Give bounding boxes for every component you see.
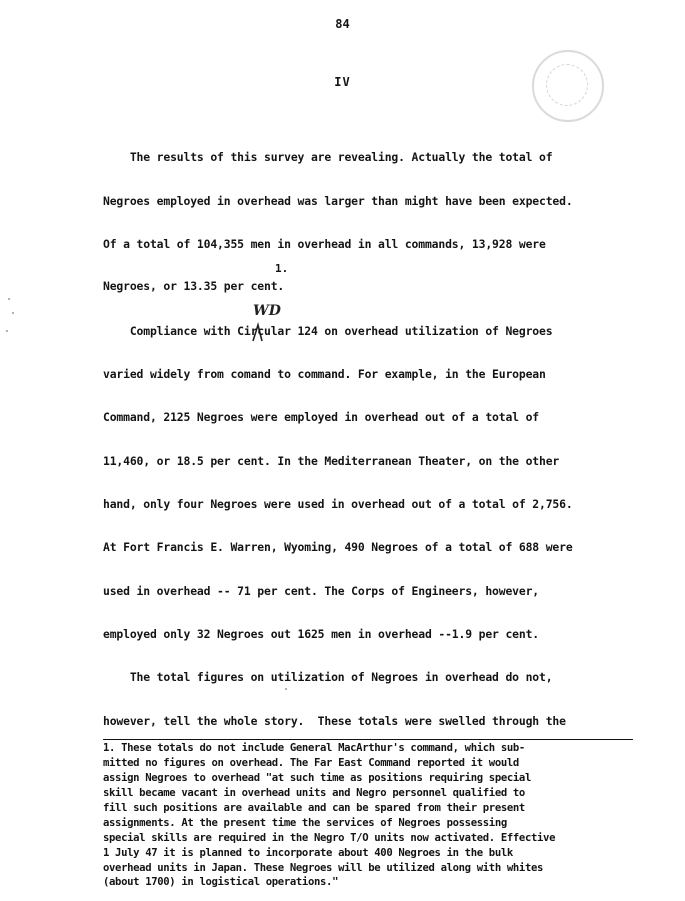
- footnote-line-10: (about 1700) in logistical operations.": [103, 876, 339, 888]
- footnote-line-7: special skills are required in the Negro T/O units now activated. Effective: [103, 832, 556, 844]
- body-line-5: Compliance with Circular 124 on overhead utilization of Negroes: [103, 324, 553, 338]
- footnote-line-1: 1. These totals do not include General MacArthur's command, which sub-: [103, 742, 525, 754]
- page-number: 84: [335, 17, 350, 31]
- footnote-line-8: 1 July 47 it is planned to incorporate about 400 Negroes in the bulk: [103, 847, 513, 859]
- footnote-line-5: fill such positions are available and can be spared from their present: [103, 802, 525, 814]
- footnote-rule: [103, 739, 633, 740]
- footnote-line-4: skill became vacant in overhead units and Negro personnel qualified to: [103, 787, 525, 799]
- body-line-9: hand, only four Negroes were used in overhead out of a total of 2,756.: [103, 497, 573, 511]
- body-line-11: used in overhead -- 71 per cent. The Corps of Engineers, however,: [103, 584, 540, 598]
- body-line-14: however, tell the whole story. These totals were swelled through the: [103, 714, 566, 728]
- section-heading: IV: [334, 75, 351, 89]
- body-line-10: At Fort Francis E. Warren, Wyoming, 490 Negroes of a total of 688 were: [103, 540, 573, 554]
- body-line-7: Command, 2125 Negroes were employed in overhead out of a total of: [103, 410, 540, 424]
- footnote-line-6: assignments. At the present time the services of Negroes possessing: [103, 817, 507, 829]
- body-line-2: Negroes employed in overhead was larger than might have been expected.: [103, 194, 573, 208]
- footnote-line-2: mitted no figures on overhead. The Far East Command reported it would: [103, 757, 519, 769]
- footnote-line-9: overhead units in Japan. These Negroes will be utilized along with whites: [103, 862, 544, 874]
- footnote-marker: 1.: [275, 262, 289, 275]
- footnote-line-3: assign Negroes to overhead "at such time as positions requiring special: [103, 772, 531, 784]
- body-line-8: 11,460, or 18.5 per cent. In the Mediterranean Theater, on the other: [103, 454, 560, 468]
- body-line-3: Of a total of 104,355 men in overhead in all commands, 13,928 were: [103, 237, 546, 251]
- body-line-6: varied widely from comand to command. For example, in the European: [103, 367, 546, 381]
- body-line-4: Negroes, or 13.35 per cent.: [103, 279, 285, 293]
- handwritten-annotation: WD: [253, 303, 281, 319]
- body-line-12: employed only 32 Negroes out 1625 men in overhead --1.9 per cent.: [103, 627, 540, 641]
- scan-speck: [12, 312, 14, 314]
- scan-speck: [6, 330, 8, 332]
- scan-speck: [8, 298, 10, 300]
- body-line-13: The total figures on utilization of Negroes in overhead do not,: [103, 670, 553, 684]
- scan-speck: [285, 688, 287, 690]
- body-line-1: The results of this survey are revealing. Actually the total of: [103, 150, 553, 164]
